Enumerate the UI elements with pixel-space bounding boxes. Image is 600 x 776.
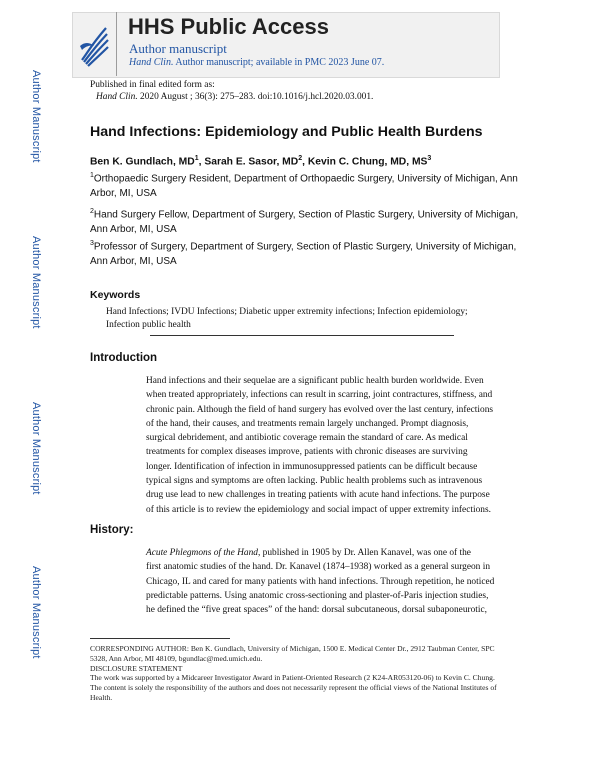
introduction-heading: Introduction — [90, 352, 158, 364]
text-line: surgical debridement, and antibiotic coverage remain the standard of care. As medical — [146, 433, 468, 444]
keywords-list — [106, 306, 506, 331]
text-line: chronic pain. Although the field of hand surgery has evolved over the last century, infections — [146, 404, 494, 415]
side-label-4: Author Manuscript — [30, 565, 42, 659]
text-line: drug use lead to new challenges in treating patients with acute hand infections. The purpose — [146, 490, 490, 501]
journal-availability — [129, 57, 384, 68]
footnote-line: 5328, Ann Arbor, MI 48109, bgundlac@med.umich.edu. — [90, 653, 263, 663]
author-separator: , — [302, 156, 308, 168]
text-line: of the hand, their causes, and treatments remain largely unchanged. Prompt diagnosis, — [146, 418, 469, 429]
author-name: Ben K. Gundlach, MD — [90, 156, 195, 168]
affiliation-3 — [90, 236, 530, 269]
author-name: Sarah E. Sasor, MD — [204, 156, 299, 168]
side-label-2: Author Manuscript — [30, 235, 42, 329]
availability-text: Author manuscript; available in PMC 2023 June 07. — [173, 57, 385, 68]
text-line: predictable patterns. Using anatomic cross-sectioning and plaster-of-Paris injection studies, — [146, 590, 489, 601]
author-list — [90, 155, 431, 167]
header-divider — [116, 12, 117, 76]
article-title: Hand Infections: Epidemiology and Public Health Burdens — [90, 124, 483, 140]
affiliation-line: Ann Arbor, MI, USA — [90, 224, 177, 236]
author-sup: 3 — [427, 155, 432, 162]
footnote-line: Health. — [90, 692, 113, 702]
affiliation-line: Arbor, MI, USA — [90, 188, 157, 200]
affiliation-line: Ann Arbor, MI, USA — [90, 256, 177, 268]
keywords-line: Infection public health — [106, 319, 191, 330]
affiliation-2 — [90, 204, 530, 237]
journal-name: Hand Clin. — [129, 57, 174, 68]
author-separator: , — [198, 156, 205, 168]
affiliation-sup: 2 — [90, 208, 94, 215]
footnotes — [90, 644, 522, 703]
history-paragraph — [146, 546, 514, 617]
text-line: of this article is to review the epidemiology and social impact of upper extremity infections. — [146, 504, 491, 515]
affiliation-1 — [90, 168, 530, 201]
text-line: Hand infections and their sequelae are a significant public health burden worldwide. Even — [146, 376, 484, 386]
introduction-paragraph — [146, 374, 514, 517]
affiliation-line: Hand Surgery Fellow, Department of Surgery, Section of Plastic Surgery, University of Michigan, — [93, 209, 519, 221]
published-citation — [96, 92, 373, 102]
text-line: typical signs and symptoms are often lacking. Public health problems such as intravenous — [146, 476, 483, 487]
keywords-divider — [150, 335, 454, 336]
footnote-divider — [90, 638, 230, 639]
footnote-line: The content is solely the responsibility of the authors and does not necessarily represent the official views of the National Institutes of — [90, 683, 497, 693]
footnote-line: CORRESPONDING AUTHOR: Ben K. Gundlach, University of Michigan, 1500 E. Medical Center Dr., 2912 Taubman Center, SPC — [90, 644, 495, 653]
book-title: Acute Phlegmons of the Hand — [146, 548, 258, 558]
affiliation-sup: 3 — [90, 240, 94, 247]
text-line: longer. Identification of infection in immunosuppressed patients can be difficult because — [146, 461, 478, 472]
citation-details: 2020 August ; 36(3): 275–283. doi:10.1016/j.hcl.2020.03.001. — [137, 92, 374, 102]
author-sup: 1 — [194, 155, 199, 162]
published-journal: Hand Clin. — [96, 92, 138, 102]
text-fragment: , published in 1905 by Dr. Allen Kanavel, was one of the — [257, 548, 471, 558]
side-label-3: Author Manuscript — [30, 401, 42, 495]
text-line: first anatomic studies of the hand. Dr. Kanavel (1874–1938) worked as a general surgeon in — [146, 562, 491, 573]
footnote-line: DISCLOSURE STATEMENT — [90, 663, 183, 673]
text-line: when treated appropriately, infections can result in scarring, joint contractures, stiffness, and — [146, 390, 493, 401]
affiliation-sup: 1 — [90, 172, 94, 179]
text-line: treatments for complex diseases improve, patients with chronic diseases are surviving — [146, 447, 468, 458]
side-label-1: Author Manuscript — [30, 69, 42, 163]
text-line: he defined the “five great spaces” of the hand: dorsal subcutaneous, dorsal subaponeurotic, — [146, 605, 488, 616]
text-line: Chicago, IL and cared for many patients with hand infections. Through repetition, he noticed — [146, 576, 495, 587]
hhs-eagle-logo-icon — [76, 16, 112, 72]
keywords-line: Hand Infections; IVDU Infections; Diabetic upper extremity infections; Infection epidemiology; — [106, 307, 468, 317]
affiliation-line: Professor of Surgery, Department of Surgery, Section of Plastic Surgery, University of Michigan, — [93, 241, 517, 253]
hhs-title: HHS Public Access — [128, 14, 329, 39]
history-heading: History: — [90, 524, 134, 536]
footnote-line: The work was supported by a Midcareer Investigator Award in Patient-Oriented Research (2 K24-AR053120-06) to Kevin C. Chung. — [90, 673, 495, 683]
author-sup: 2 — [298, 155, 303, 162]
affiliation-line: Orthopaedic Surgery Resident, Department of Orthopaedic Surgery, University of Michigan, Ann — [93, 173, 518, 185]
text-line — [146, 546, 514, 560]
keywords-heading: Keywords — [90, 289, 141, 301]
author-name: Kevin C. Chung, MD, MS — [307, 156, 428, 168]
published-label: Published in final edited form as: — [90, 80, 215, 90]
author-manuscript-label: Author manuscript — [129, 41, 227, 56]
